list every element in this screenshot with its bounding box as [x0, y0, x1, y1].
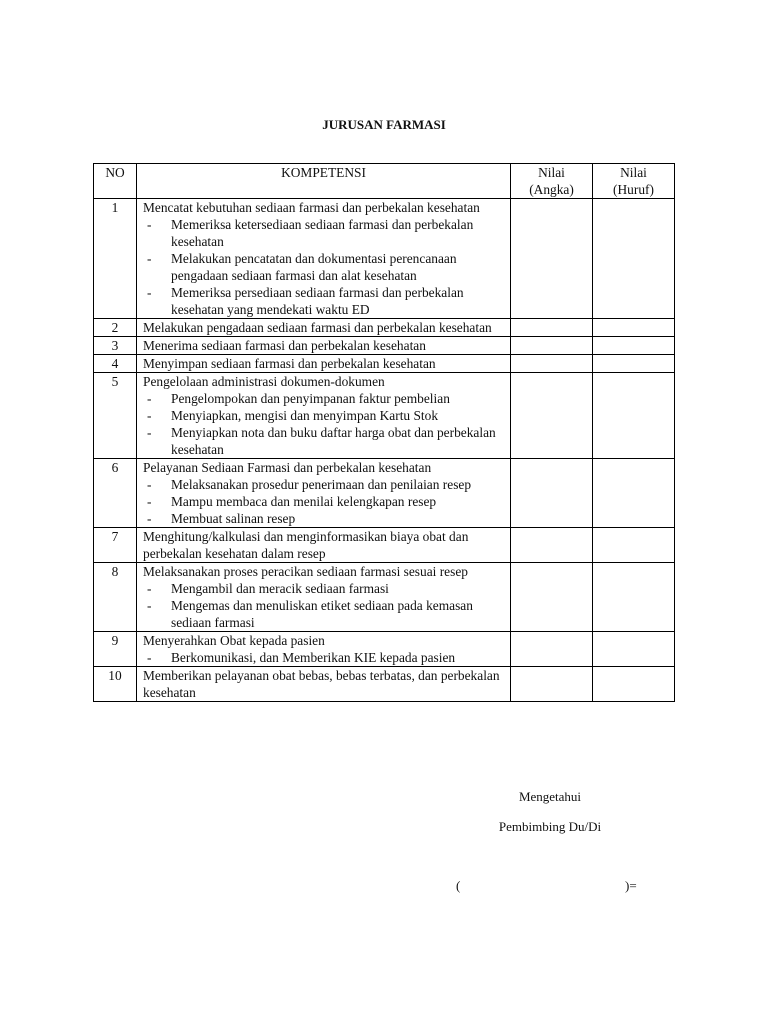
nilai-angka-cell[interactable]: [511, 337, 593, 355]
competency-sub-text: Membuat salinan resep: [171, 511, 296, 526]
row-number: 5: [94, 373, 137, 459]
competency-sub-item: [143, 510, 507, 527]
competency-sub-text: Memeriksa persediaan sediaan farmasi dan perbekalan kesehatan yang mendekati waktu ED: [171, 285, 464, 317]
row-number: 8: [94, 563, 137, 632]
competency-sub-text: Memeriksa ketersediaan sediaan farmasi dan perbekalan kesehatan: [171, 217, 474, 249]
competency-sub-text: Mengambil dan meracik sediaan farmasi: [171, 581, 389, 596]
bullet-dash: -: [147, 494, 152, 509]
nilai-angka-cell[interactable]: [511, 528, 593, 563]
nilai-huruf-cell[interactable]: [593, 199, 675, 319]
competency-sub-item: [143, 424, 507, 458]
bullet-dash: -: [147, 650, 152, 665]
row-number: 6: [94, 459, 137, 528]
competency-cell: [137, 199, 511, 319]
row-number: 1: [94, 199, 137, 319]
table-row: [94, 632, 675, 667]
bullet-dash: -: [147, 511, 152, 526]
nilai-angka-cell[interactable]: [511, 355, 593, 373]
mengetahui-label: Mengetahui: [518, 789, 582, 804]
nilai-angka-cell[interactable]: [511, 563, 593, 632]
signature-open-paren: (: [456, 878, 461, 893]
competency-sub-item: [143, 407, 507, 424]
competency-cell: [137, 667, 511, 702]
header-kompetensi: KOMPETENSI: [137, 164, 511, 199]
nilai-huruf-cell[interactable]: [593, 337, 675, 355]
pembimbing-label: Pembimbing Du/Di: [498, 819, 602, 834]
header-nilai-huruf-line2: (Huruf): [613, 182, 654, 197]
table-row: [94, 355, 675, 373]
nilai-angka-cell[interactable]: [511, 667, 593, 702]
nilai-angka-cell[interactable]: [511, 459, 593, 528]
competency-main-text: Melaksanakan proses peracikan sediaan farmasi sesuai resep: [143, 564, 468, 579]
bullet-dash: -: [147, 285, 152, 300]
row-number: 4: [94, 355, 137, 373]
competency-sub-text: Menyiapkan, mengisi dan menyimpan Kartu Stok: [171, 408, 439, 423]
nilai-huruf-cell[interactable]: [593, 632, 675, 667]
nilai-angka-cell[interactable]: [511, 632, 593, 667]
table-row: [94, 337, 675, 355]
row-number: 10: [94, 667, 137, 702]
bullet-dash: -: [147, 425, 152, 440]
header-nilai-angka-line2: (Angka): [529, 182, 574, 197]
header-no: NO: [94, 164, 137, 199]
document-title: JURUSAN FARMASI: [322, 117, 446, 132]
competency-main-text: Melakukan pengadaan sediaan farmasi dan perbekalan kesehatan: [143, 320, 492, 335]
competency-table: [93, 163, 675, 702]
header-nilai-angka-line1: Nilai: [538, 165, 565, 180]
competency-cell: [137, 319, 511, 337]
competency-cell: [137, 337, 511, 355]
competency-sub-item: [143, 284, 507, 318]
competency-sub-text: Berkomunikasi, dan Memberikan KIE kepada pasien: [171, 650, 456, 665]
competency-sub-item: [143, 390, 507, 407]
nilai-huruf-cell[interactable]: [593, 355, 675, 373]
nilai-huruf-cell[interactable]: [593, 667, 675, 702]
competency-main-text: Menghitung/kalkulasi dan menginformasikan biaya obat dan perbekalan kesehatan dalam resep: [143, 529, 469, 561]
nilai-huruf-cell[interactable]: [593, 459, 675, 528]
row-number: 3: [94, 337, 137, 355]
bullet-dash: -: [147, 408, 152, 423]
competency-cell: [137, 528, 511, 563]
competency-main-text: Memberikan pelayanan obat bebas, bebas terbatas, dan perbekalan kesehatan: [143, 668, 500, 700]
competency-sub-item: [143, 493, 507, 510]
competency-sub-text: Melakukan pencatatan dan dokumentasi perencanaan pengadaan sediaan farmasi dan alat kesehatan: [171, 251, 457, 283]
table-row: [94, 319, 675, 337]
bullet-dash: -: [147, 391, 152, 406]
competency-main-text: Menerima sediaan farmasi dan perbekalan kesehatan: [143, 338, 426, 353]
table-row: [94, 667, 675, 702]
competency-cell: [137, 373, 511, 459]
competency-main-text: Pengelolaan administrasi dokumen-dokumen: [143, 374, 385, 389]
bullet-dash: -: [147, 581, 152, 596]
row-number: 2: [94, 319, 137, 337]
header-nilai-huruf-line1: Nilai: [620, 165, 647, 180]
competency-sub-text: Pengelompokan dan penyimpanan faktur pembelian: [171, 391, 450, 406]
nilai-huruf-cell[interactable]: [593, 563, 675, 632]
table-row: [94, 373, 675, 459]
table-row: [94, 528, 675, 563]
competency-sub-item: [143, 597, 507, 631]
competency-cell: [137, 632, 511, 667]
row-number: 9: [94, 632, 137, 667]
competency-cell: [137, 563, 511, 632]
competency-sub-item: [143, 476, 507, 493]
competency-sub-text: Melaksanakan prosedur penerimaan dan penilaian resep: [171, 477, 472, 492]
table-row: [94, 199, 675, 319]
bullet-dash: -: [147, 598, 152, 613]
competency-sub-text: Menyiapkan nota dan buku daftar harga obat dan perbekalan kesehatan: [171, 425, 496, 457]
nilai-huruf-cell[interactable]: [593, 319, 675, 337]
nilai-angka-cell[interactable]: [511, 319, 593, 337]
bullet-dash: -: [147, 251, 152, 266]
bullet-dash: -: [147, 217, 152, 232]
competency-cell: [137, 459, 511, 528]
competency-main-text: Menyerahkan Obat kepada pasien: [143, 633, 325, 648]
table-header-row: [94, 164, 675, 199]
competency-sub-item: [143, 580, 507, 597]
competency-sub-item: [143, 649, 507, 666]
competency-sub-item: [143, 216, 507, 250]
nilai-huruf-cell[interactable]: [593, 373, 675, 459]
table-row: [94, 459, 675, 528]
competency-sub-text: Mengemas dan menuliskan etiket sediaan pada kemasan sediaan farmasi: [171, 598, 473, 630]
nilai-angka-cell[interactable]: [511, 373, 593, 459]
nilai-angka-cell[interactable]: [511, 199, 593, 319]
competency-sub-item: [143, 250, 507, 284]
competency-main-text: Pelayanan Sediaan Farmasi dan perbekalan kesehatan: [143, 460, 432, 475]
header-nilai-huruf: [593, 164, 675, 199]
competency-cell: [137, 355, 511, 373]
competency-main-text: Menyimpan sediaan farmasi dan perbekalan kesehatan: [143, 356, 436, 371]
competency-main-text: Mencatat kebutuhan sediaan farmasi dan perbekalan kesehatan: [143, 200, 480, 215]
nilai-huruf-cell[interactable]: [593, 528, 675, 563]
row-number: 7: [94, 528, 137, 563]
competency-sub-text: Mampu membaca dan menilai kelengkapan resep: [171, 494, 437, 509]
table-row: [94, 563, 675, 632]
bullet-dash: -: [147, 477, 152, 492]
header-nilai-angka: [511, 164, 593, 199]
signature-close-paren: )=: [625, 878, 637, 893]
